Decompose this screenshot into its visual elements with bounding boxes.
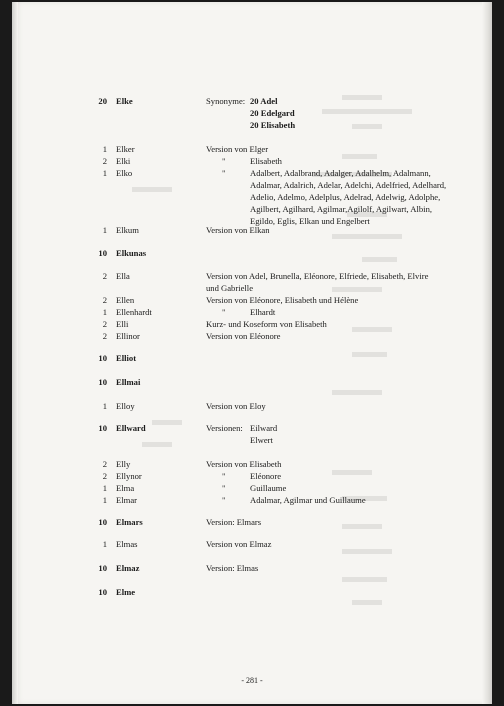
entry-name: Elly — [116, 459, 131, 469]
entry-description-continued: und Gabrielle — [206, 283, 254, 293]
entry-row — [12, 155, 492, 167]
entry-value: 20 Elisabeth — [250, 120, 296, 130]
entry-description: Version: Elmas — [206, 563, 259, 573]
entry-row — [12, 107, 492, 119]
entry-name: Elloy — [116, 401, 135, 411]
entry-description: Version von Eléonore, Elisabeth und Hélène — [206, 295, 359, 305]
entry-value: 20 Edelgard — [250, 108, 295, 118]
entry-name: Elkunas — [116, 248, 147, 258]
entry-description: Kurz- und Koseform von Elisabeth — [206, 319, 327, 329]
entry-description: Version von Elger — [206, 144, 269, 154]
entry-row — [12, 203, 492, 215]
entry-name: Ellinor — [116, 331, 140, 341]
entry-row — [12, 352, 492, 364]
entry-row — [12, 586, 492, 598]
entry-name: Elma — [116, 483, 135, 493]
entry-name: Elme — [116, 587, 136, 597]
entry-count: 10 — [98, 517, 107, 527]
entry-row — [12, 538, 492, 550]
entry-name: Elliot — [116, 353, 137, 363]
entry-value: Elhardt — [250, 307, 276, 317]
entry-count: 10 — [98, 423, 107, 433]
entry-row — [12, 482, 492, 494]
entry-name: Elmars — [116, 517, 143, 527]
entry-row — [12, 330, 492, 342]
entry-name: Ellmai — [116, 377, 141, 387]
entry-count: 1 — [102, 225, 107, 235]
entry-row — [12, 562, 492, 574]
ditto-mark: " — [222, 156, 226, 166]
entry-count: 10 — [98, 563, 107, 573]
entry-name: Elmaz — [116, 563, 140, 573]
entry-description: Version von Elkan — [206, 225, 270, 235]
entry-row — [12, 434, 492, 446]
entry-row — [12, 494, 492, 506]
entry-count: 2 — [102, 319, 107, 329]
entry-row — [12, 119, 492, 131]
entry-name: Elki — [116, 156, 131, 166]
book-page — [12, 2, 492, 704]
entry-count: 1 — [102, 168, 107, 178]
entry-count: 10 — [98, 587, 107, 597]
entry-description: Version von Elisabeth — [206, 459, 282, 469]
entry-row — [12, 191, 492, 203]
entry-row — [12, 294, 492, 306]
ditto-mark: " — [222, 307, 226, 317]
entry-count: 2 — [102, 271, 107, 281]
entry-row — [12, 95, 492, 107]
entry-name: Elker — [116, 144, 135, 154]
entry-name: Elmar — [116, 495, 137, 505]
entry-value: Adalmar, Adalrich, Adelar, Adelchi, Adelfried, Adelhard, — [250, 180, 447, 190]
entry-row — [12, 179, 492, 191]
entry-row — [12, 422, 492, 434]
entry-count: 20 — [98, 96, 107, 106]
entry-count: 10 — [98, 248, 107, 258]
entry-description: Version von Adel, Brunella, Eléonore, Elfriede, Elisabeth, Elvire — [206, 271, 429, 281]
entry-description: Version von Elmaz — [206, 539, 272, 549]
entry-value: 20 Adel — [250, 96, 278, 106]
page-number: - 281 - — [241, 676, 263, 685]
entry-count: 2 — [102, 156, 107, 166]
entry-count: 1 — [102, 483, 107, 493]
entry-name: Elkum — [116, 225, 139, 235]
entry-description: Synonyme: — [206, 96, 246, 106]
entry-value: Agilbert, Agilhard, Agilmar,Agilolf, Agilwart, Albin, — [250, 204, 433, 214]
entry-count: 1 — [102, 495, 107, 505]
entry-count: 10 — [98, 353, 107, 363]
entry-value: Adalbert, Adalbrand, Adalger, Adalhelm, Adalmann, — [250, 168, 431, 178]
entry-row — [12, 224, 492, 236]
entry-row — [12, 458, 492, 470]
entry-value: Eléonore — [250, 471, 282, 481]
entry-name: Ella — [116, 271, 130, 281]
ditto-mark: " — [222, 168, 226, 178]
entry-name: Ellen — [116, 295, 135, 305]
entry-row — [12, 470, 492, 482]
entry-value: Guillaume — [250, 483, 287, 493]
entry-count: 1 — [102, 144, 107, 154]
ditto-mark: " — [222, 471, 226, 481]
entry-value: Elisabeth — [250, 156, 282, 166]
entry-value: Elwert — [250, 435, 273, 445]
ditto-mark: " — [222, 495, 226, 505]
entry-value: Eilward — [250, 423, 278, 433]
entry-row — [12, 400, 492, 412]
ditto-mark: " — [222, 483, 226, 493]
entry-description: Version: Elmars — [206, 517, 262, 527]
entry-row — [12, 376, 492, 388]
entry-description: Version von Eléonore — [206, 331, 281, 341]
entry-row — [12, 282, 492, 294]
entry-row — [12, 318, 492, 330]
entry-name: Ellynor — [116, 471, 142, 481]
entry-row — [12, 247, 492, 259]
entry-name: Ellenhardt — [116, 307, 152, 317]
entry-row — [12, 516, 492, 528]
entry-name: Elke — [116, 96, 133, 106]
entry-count: 2 — [102, 331, 107, 341]
entry-value: Egildo, Eglis, Elkan und Engelbert — [250, 216, 370, 226]
entry-value: Adelio, Adelmo, Adelplus, Adelrad, Adelwig, Adolphe, — [250, 192, 441, 202]
entry-count: 10 — [98, 377, 107, 387]
entry-description: Version von Eloy — [206, 401, 266, 411]
entry-name: Ellward — [116, 423, 146, 433]
entry-row — [12, 167, 492, 179]
entry-count: 1 — [102, 539, 107, 549]
entry-value: Adalmar, Agilmar und Guillaume — [250, 495, 366, 505]
entry-row — [12, 143, 492, 155]
entry-count: 2 — [102, 459, 107, 469]
entry-name: Elli — [116, 319, 129, 329]
entry-description: Versionen: — [206, 423, 243, 433]
entry-count: 2 — [102, 295, 107, 305]
entry-name: Elko — [116, 168, 133, 178]
entry-count: 2 — [102, 471, 107, 481]
entry-count: 1 — [102, 307, 107, 317]
entry-row — [12, 270, 492, 282]
entry-name: Elmas — [116, 539, 138, 549]
entry-row — [12, 306, 492, 318]
entry-count: 1 — [102, 401, 107, 411]
